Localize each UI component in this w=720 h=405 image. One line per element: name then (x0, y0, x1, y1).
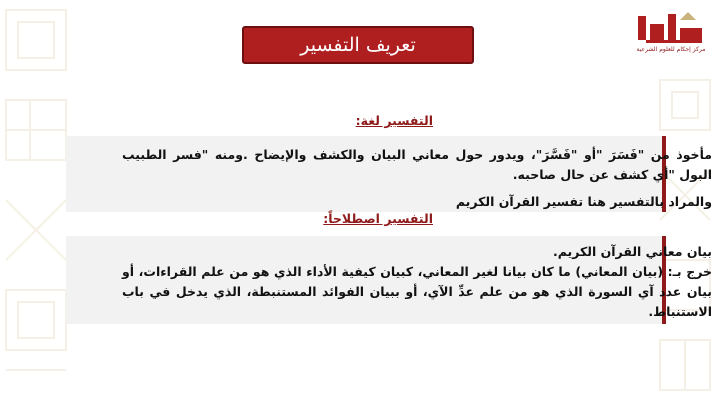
definition-explanation-text: خرج بـ: (بيان المعاني) ما كان بيانا لغير المعاني، كبيان كيفية الأداء الذي هو من علم القراءات، أو بيان عدد آي السورة الذي هو من علم عدِّ الآي، أو ببيان الفوائد المستنبطة، الذي يدخل في باب الاستنباط. (122, 264, 712, 319)
slide-title: تعريف التفسير (300, 34, 416, 56)
logo-mark-icon (636, 10, 706, 46)
section-heading-technical: التفسير اصطلاحاً: (323, 211, 433, 226)
definition-intended-text: والمراد بالتفسير هنا تفسير القرآن الكريم (455, 194, 712, 209)
decorative-pattern-right (650, 60, 720, 405)
title-banner (242, 26, 474, 64)
section-heading-linguistic: التفسير لغة: (355, 113, 433, 128)
definition-technical-text: بيان معاني القرآن الكريم. (552, 244, 712, 259)
definition-linguistic-text: مأخوذ من "فَسَرَ "أو "فَسَّرَ"، ويدور حول معاني البيان والكشف والإيضاح .ومنه "فسر الطبيب البول "أي كشف عن حال صاحبه. (122, 147, 712, 182)
logo (630, 6, 712, 60)
logo-tagline: مركز إحكام للعلوم الشرعية (636, 46, 706, 53)
